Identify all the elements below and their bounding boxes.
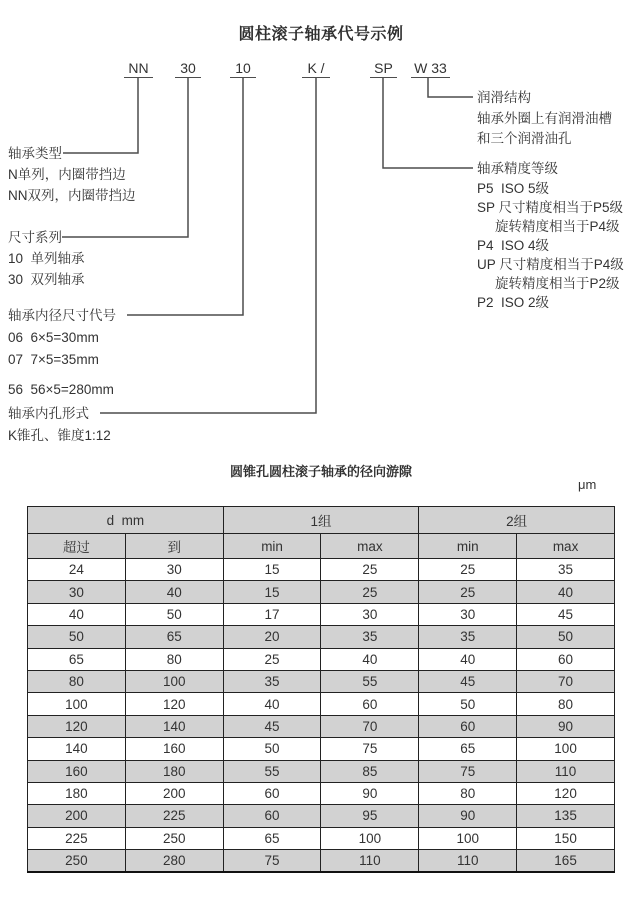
connector-bearing-type [63, 78, 138, 153]
clearance-cell: 80 [28, 670, 126, 692]
clearance-cell: 110 [321, 850, 419, 873]
table-row [28, 760, 615, 782]
clearance-cell: 80 [125, 648, 223, 670]
precision-title: 轴承精度等级 [477, 161, 558, 176]
bore-code-item: 07 7×5=35mm [8, 352, 99, 367]
clearance-cell: 75 [419, 760, 517, 782]
clearance-cell: 25 [419, 581, 517, 603]
table-row [28, 603, 615, 625]
clearance-cell: 70 [517, 670, 615, 692]
size-series-item: 10 单列轴承 [8, 251, 85, 266]
clearance-cell: 250 [28, 850, 126, 873]
header-col-row [28, 534, 615, 559]
col-max-2: max [517, 534, 615, 559]
table-row [28, 782, 615, 804]
clearance-cell: 45 [517, 603, 615, 625]
bore-code-item: 06 6×5=30mm [8, 330, 99, 345]
col-max-1: max [321, 534, 419, 559]
table-row [28, 581, 615, 603]
clearance-cell: 65 [125, 626, 223, 648]
clearance-cell: 35 [517, 559, 615, 581]
clearance-cell: 100 [517, 738, 615, 760]
clearance-cell: 120 [28, 715, 126, 737]
clearance-cell: 60 [223, 782, 321, 804]
clearance-cell: 25 [419, 559, 517, 581]
clearance-cell: 65 [419, 738, 517, 760]
page-title: 圆柱滚子轴承代号示例 [238, 26, 404, 43]
table-row [28, 850, 615, 873]
header-group-1: 1组 [223, 507, 419, 534]
precision-item: 旋转精度相当于P4级 [495, 219, 620, 234]
clearance-cell: 100 [321, 827, 419, 849]
table-row [28, 805, 615, 827]
clearance-cell: 40 [321, 648, 419, 670]
table-row [28, 670, 615, 692]
clearance-cell: 25 [321, 581, 419, 603]
clearance-cell: 40 [419, 648, 517, 670]
clearance-cell: 85 [321, 760, 419, 782]
col-min-2: min [419, 534, 517, 559]
precision-item: 旋转精度相当于P2级 [495, 276, 620, 291]
clearance-cell: 280 [125, 850, 223, 873]
code-segment-bore-form: K / [302, 60, 330, 78]
size-series-item: 30 双列轴承 [8, 272, 85, 287]
clearance-table-body [28, 559, 615, 873]
clearance-cell: 25 [321, 559, 419, 581]
connector-bore-code [127, 78, 243, 315]
precision-item: P4 ISO 4级 [477, 238, 550, 253]
table-row [28, 738, 615, 760]
lubrication-item: 和三个润滑油孔 [477, 131, 572, 146]
clearance-cell: 15 [223, 559, 321, 581]
clearance-cell: 180 [28, 782, 126, 804]
clearance-cell: 225 [125, 805, 223, 827]
code-segment-precision: SP [370, 60, 397, 78]
clearance-table-header [28, 507, 615, 559]
table-row [28, 559, 615, 581]
clearance-cell: 150 [517, 827, 615, 849]
clearance-cell: 65 [28, 648, 126, 670]
clearance-cell: 60 [419, 715, 517, 737]
clearance-cell: 80 [419, 782, 517, 804]
clearance-table [27, 506, 615, 873]
bore-form-title: 轴承内孔形式 [8, 406, 89, 421]
clearance-cell: 160 [28, 760, 126, 782]
clearance-cell: 50 [28, 626, 126, 648]
clearance-cell: 60 [223, 805, 321, 827]
code-segment-lubrication: W 33 [411, 60, 450, 78]
lubrication-item: 轴承外圈上有润滑油槽 [477, 111, 612, 126]
connector-bore-form [100, 78, 316, 413]
col-to: 到 [125, 534, 223, 559]
clearance-cell: 55 [321, 670, 419, 692]
code-segment-type: NN [124, 60, 153, 78]
clearance-cell: 50 [419, 693, 517, 715]
clearance-cell: 90 [419, 805, 517, 827]
clearance-cell: 100 [28, 693, 126, 715]
clearance-cell: 60 [321, 693, 419, 715]
clearance-cell: 20 [223, 626, 321, 648]
header-group-2: 2组 [419, 507, 615, 534]
clearance-cell: 250 [125, 827, 223, 849]
code-segment-series: 30 [175, 60, 201, 78]
clearance-cell: 50 [223, 738, 321, 760]
clearance-cell: 165 [517, 850, 615, 873]
clearance-cell: 135 [517, 805, 615, 827]
clearance-cell: 140 [125, 715, 223, 737]
clearance-cell: 120 [125, 693, 223, 715]
clearance-cell: 15 [223, 581, 321, 603]
clearance-cell: 40 [223, 693, 321, 715]
clearance-cell: 65 [223, 827, 321, 849]
connector-lubrication [428, 78, 473, 97]
table-row [28, 827, 615, 849]
precision-item: P5 ISO 5级 [477, 181, 550, 196]
clearance-cell: 40 [517, 581, 615, 603]
clearance-cell: 24 [28, 559, 126, 581]
clearance-cell: 160 [125, 738, 223, 760]
clearance-cell: 55 [223, 760, 321, 782]
header-group-row [28, 507, 615, 534]
table-row [28, 693, 615, 715]
bore-code-item: 56 56×5=280mm [8, 382, 114, 397]
code-segment-bore: 10 [230, 60, 256, 78]
clearance-cell: 80 [517, 693, 615, 715]
clearance-cell: 225 [28, 827, 126, 849]
clearance-cell: 40 [125, 581, 223, 603]
clearance-cell: 200 [28, 805, 126, 827]
unit-label: μm [578, 477, 597, 492]
table-row [28, 626, 615, 648]
clearance-cell: 30 [321, 603, 419, 625]
clearance-cell: 110 [419, 850, 517, 873]
bearing-type-item: NN双列，内圈带挡边 [8, 188, 136, 203]
clearance-cell: 50 [517, 626, 615, 648]
header-group-d: d mm [28, 507, 224, 534]
size-series-title: 尺寸系列 [8, 230, 62, 245]
clearance-cell: 40 [28, 603, 126, 625]
clearance-cell: 90 [517, 715, 615, 737]
clearance-cell: 75 [223, 850, 321, 873]
clearance-cell: 30 [28, 581, 126, 603]
clearance-cell: 35 [223, 670, 321, 692]
clearance-cell: 25 [223, 648, 321, 670]
clearance-cell: 70 [321, 715, 419, 737]
clearance-cell: 110 [517, 760, 615, 782]
col-over: 超过 [28, 534, 126, 559]
precision-item: UP 尺寸精度相当于P4级 [477, 257, 624, 272]
precision-item: P2 ISO 2级 [477, 295, 550, 310]
clearance-cell: 60 [517, 648, 615, 670]
clearance-cell: 140 [28, 738, 126, 760]
clearance-cell: 100 [125, 670, 223, 692]
clearance-cell: 35 [321, 626, 419, 648]
lubrication-title: 润滑结构 [477, 90, 531, 105]
clearance-cell: 30 [419, 603, 517, 625]
clearance-cell: 75 [321, 738, 419, 760]
table-row [28, 648, 615, 670]
table-title: 圆锥孔圆柱滚子轴承的径向游隙 [229, 464, 412, 479]
table-row [28, 715, 615, 737]
bearing-type-title: 轴承类型 [8, 146, 62, 161]
clearance-cell: 30 [125, 559, 223, 581]
col-min-1: min [223, 534, 321, 559]
bearing-type-item: N单列，内圈带挡边 [8, 167, 126, 182]
clearance-cell: 180 [125, 760, 223, 782]
connector-size-series [62, 78, 188, 237]
clearance-cell: 90 [321, 782, 419, 804]
clearance-cell: 95 [321, 805, 419, 827]
clearance-cell: 100 [419, 827, 517, 849]
bore-form-item: K锥孔、锥度1:12 [8, 428, 111, 443]
clearance-cell: 17 [223, 603, 321, 625]
clearance-cell: 45 [419, 670, 517, 692]
clearance-cell: 50 [125, 603, 223, 625]
clearance-cell: 120 [517, 782, 615, 804]
clearance-cell: 45 [223, 715, 321, 737]
bore-code-title: 轴承内径尺寸代号 [8, 308, 116, 323]
clearance-cell: 200 [125, 782, 223, 804]
precision-item: SP 尺寸精度相当于P5级 [477, 200, 624, 215]
clearance-cell: 35 [419, 626, 517, 648]
